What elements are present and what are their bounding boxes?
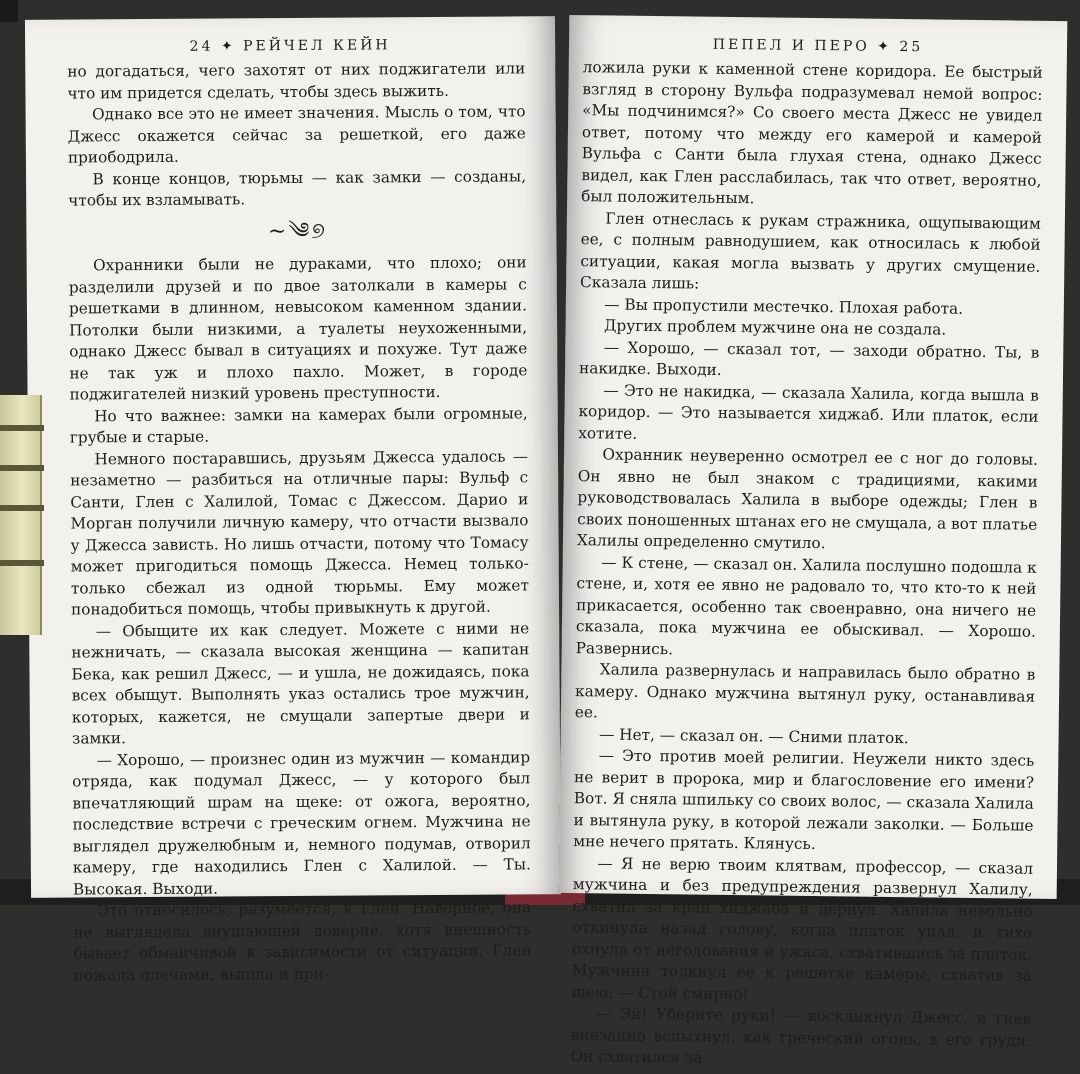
clip-bar [0,560,44,566]
paragraph: — Нет, — сказал он. — Сними платок. [598,724,909,747]
right-page [559,15,1068,1067]
paragraph: — Я не верю твоим клятвам, профессор, — сказал мужчина и без предупреждения развернул Халилу, схватил за край хиджаба и дернул. Халила невольно откинула назад голову, когда платок упал, и тихо охнула от негодования и ужаса, схватившись за платок. Мужчина толкнул ее к решетке камеры, схватив за шею: — Стой смирно! [571,853,1034,1003]
paragraph: Охранники были не дураками, что плохо; они разделили друзей и по двое затолкали в камеры с решетками в длинном, невысоком каменном здании. Потолки были низкими, а туалеты неухоженными, однако Джесс бывал в ситуациях и похуже. Тут даже не так уж и плохо пахло. Может, в городе поджигателей низкий уровень преступности. [68,253,528,404]
paragraph: Других проблем мужчине она не создала. [603,316,947,339]
paragraph: — Хорошо, — произнес один из мужчин — командир отряда, как подумал Джесс, — у которого был впечатляющий шрам на щеке: от ожога, вероятно, последствие встречи с греческим огнем. Мужчина не выглядел дружелюбным и, немного подумав, отворил камеру, где находились Глен с Халилой. — Ты. Высокая. Выходи. [72,747,531,899]
paragraph: Но что важнее: замки на камерах были огромные, грубые и старые. [69,403,528,447]
right-running-head: ПЕПЕЛ И ПЕРО ✦ 25 [712,36,924,56]
paragraph: Халила развернулась и направилась было обратно в камеру. Однако мужчина вытянул руку, останавливая ее. [574,660,1036,722]
paragraph: Глен отнеслась к рукам стражника, ощупывающим ее, с полным равнодушием, как относилась к любой ситуации, какая могла вызвать у других смущение. Сказала лишь: [580,208,1041,293]
paragraph: Немного постаравшись, друзьям Джесса удалось — незаметно — разбиться на отличные пары: Вульф с Санти, Глен с Халилой, Томас с Джессом. Дарио и Морган получили личную камеру, что отчасти вызвало у Джесса зависть. Но лишь отчасти, потому что Томасу может пригодиться помощь Джесса. Немец только-только сбежал из одной тюрьмы. Ему может понадобиться помощь, чтобы привыкнуть к другой. [70,446,529,619]
ornament-divider: ~༄୭ [267,218,327,244]
left-page-text [25,58,561,987]
paragraph: но догадаться, чего захотят от них поджигатели или что им придется сделать, чтобы здесь выжить. [67,59,526,103]
clip-bar [0,425,44,431]
paragraph: Однако все это не имеет значения. Мысль о том, что Джесс окажется сейчас за решеткой, его даже приободрила. [67,102,526,167]
paragraph: В конце концов, тюрьмы — как замки — созданы, чтобы их взламывать. [68,166,527,210]
corner-shadow [0,0,18,22]
clip-bar [0,505,44,511]
paragraph: — Эй! Уберите руки! — воскликнул Джесс, и гнев внезапно вспыхнул, как греческий огонь, в его груди. Он схватился за [570,1004,1032,1067]
book-clip [0,395,42,635]
paragraph: Это относилось, разумеется, к Глен. Наверное, она не выглядела внушающей доверие, хотя внешность бывает обманчивой в зависимости от ситуации. Глен пожала плечами, вышла и при- [73,898,532,985]
left-running-head: 24 ✦ РЕЙЧЕЛ КЕЙН [189,37,391,55]
left-page [25,16,561,985]
paragraph: — Это против моей религии. Неужели никто здесь не верит в пророка, мир и благословение его имени? Вот. Я сняла шпильку со своих волос, — сказала Халила и вытянула руку, в которой лежали заколки. — Больше мне нечего прятать. Клянусь. [573,746,1035,854]
paragraph: ложила руки к каменной стене коридора. Ее быстрый взгляд в сторону Вульфа подразумевал немой вопрос: «Мы подчинимся?» Со своего места Джесс не увидел ответ, потому что между его камерой и камерой Вульфа с Санти была глухая стена, однако Джесс видел, как Глен расслабилась, так что ответ, вероятно, был положительным. [581,58,1043,208]
paragraph: Охранник неуверенно осмотрел ее с ног до головы. Он явно не был знаком с традициями, какими руководствовалась Халила в выборе одежды; Глен в своих поношенных штанах его не смущала, а вот платье Халилы определенно смутило. [576,445,1039,553]
right-page-text [557,57,1067,1074]
left-text-before-ornament [67,58,526,212]
right-text-body [571,57,1043,1073]
paragraph: — Вы пропустили местечко. Плохая работа. [604,294,964,318]
paragraph: — К стене, — сказал он. Халила послушно подошла к стене, и, хотя ее явно не радовало то, что кто-то к ней прикасается, особенно так своенравно, она ничего не сказала, пока мужчина ее обыскивал. — Хорошо. Развернись. [575,552,1037,658]
left-text-after-ornament [69,252,532,986]
paragraph: — Это не накидка, — сказала Халила, когда вышла в коридор. — Это называется хиджаб. Или платок, если хотите. [578,380,1039,443]
clip-bar [0,465,44,471]
paragraph: — Обыщите их как следует. Можете с ними не нежничать, — сказала высокая женщина — капитан Бека, как решил Джесс, — и ушла, не дожидаясь, пока всех обыщут. Выполнять указ остались трое мужчин, которых, кажется, не смущали запертые двери и замки. [71,618,530,748]
paragraph: — Хорошо, — сказал тот, — заходи обратно. Ты, в накидке. Выходи. [578,337,1040,379]
